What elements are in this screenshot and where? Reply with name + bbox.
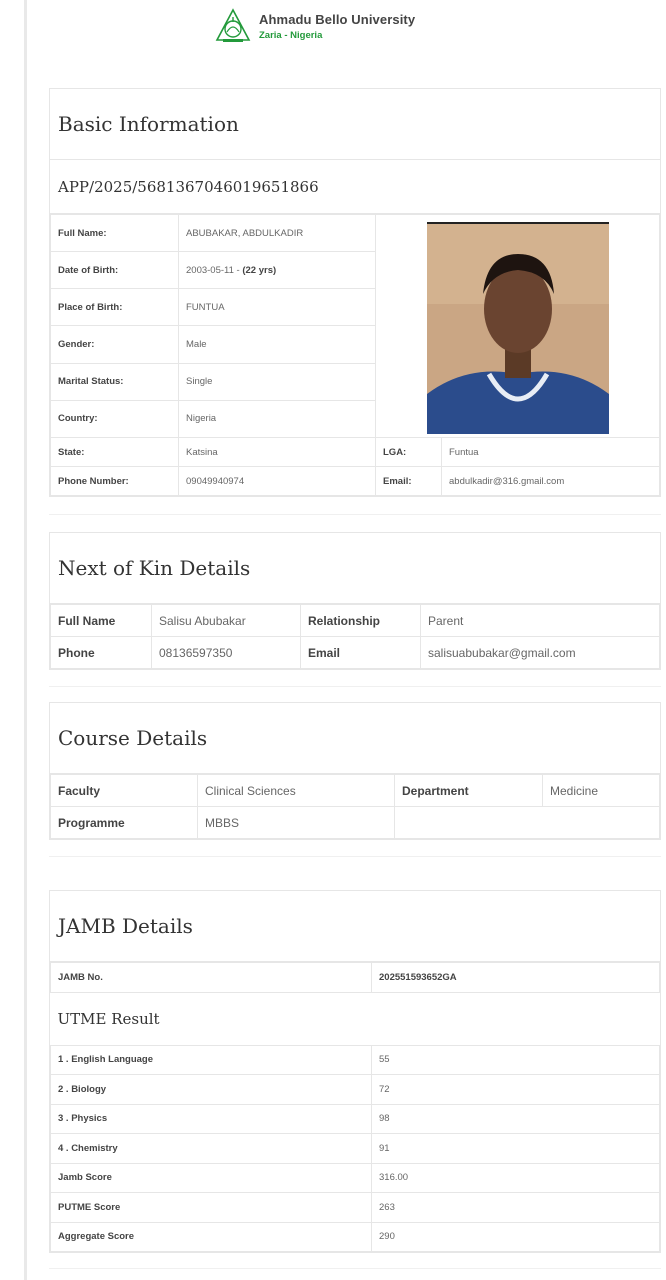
table-row <box>51 1193 660 1223</box>
course-details-table <box>50 774 660 839</box>
result-value: 290 <box>372 1222 660 1252</box>
kin-phone-label: Phone <box>51 637 152 669</box>
faculty-label: Faculty <box>51 775 198 807</box>
phone-label: Phone Number: <box>51 467 179 496</box>
result-label: Jamb Score <box>51 1163 372 1193</box>
basic-information-table <box>50 214 660 496</box>
utme-result-title: UTME Result <box>51 992 660 1045</box>
lga-value: Funtua <box>442 438 660 467</box>
left-border <box>24 0 27 1280</box>
result-label: 3 . Physics <box>51 1104 372 1134</box>
pob-label: Place of Birth: <box>51 289 179 326</box>
next-of-kin-title: Next of Kin Details <box>50 533 660 604</box>
table-row <box>51 1222 660 1252</box>
result-value: 316.00 <box>372 1163 660 1193</box>
application-id: APP/2025/5681367046019651866 <box>50 160 660 214</box>
table-row <box>51 438 660 467</box>
empty-cell <box>395 807 660 839</box>
kin-relationship-value: Parent <box>421 605 660 637</box>
email-value: abdulkadir@316.gmail.com <box>442 467 660 496</box>
course-details-card <box>49 702 661 840</box>
result-value: 91 <box>372 1134 660 1164</box>
dob-label: Date of Birth: <box>51 252 179 289</box>
programme-label: Programme <box>51 807 198 839</box>
marital-status-value: Single <box>179 363 376 400</box>
next-of-kin-table <box>50 604 660 669</box>
kin-full-name-label: Full Name <box>51 605 152 637</box>
jamb-details-table <box>50 962 660 1252</box>
jamb-no-label: JAMB No. <box>51 963 372 993</box>
section-divider <box>49 856 661 857</box>
next-of-kin-card <box>49 532 661 670</box>
table-row <box>51 1163 660 1193</box>
result-label: 1 . English Language <box>51 1045 372 1075</box>
marital-status-label: Marital Status: <box>51 363 179 400</box>
table-row <box>51 215 660 252</box>
table-row <box>51 807 660 839</box>
result-label: PUTME Score <box>51 1193 372 1223</box>
result-value: 98 <box>372 1104 660 1134</box>
section-divider <box>49 514 661 515</box>
university-header <box>215 6 415 46</box>
department-value: Medicine <box>543 775 660 807</box>
programme-value: MBBS <box>198 807 395 839</box>
jamb-details-title: JAMB Details <box>50 891 660 962</box>
applicant-photo <box>427 222 609 434</box>
dob-value <box>179 252 376 289</box>
university-logo-icon <box>215 8 251 44</box>
table-row <box>51 605 660 637</box>
table-row <box>51 1075 660 1105</box>
result-value: 263 <box>372 1193 660 1223</box>
basic-information-card <box>49 88 661 497</box>
age-value: (22 yrs) <box>242 264 277 276</box>
jamb-details-card <box>49 890 661 1253</box>
table-row <box>51 1045 660 1075</box>
gender-value: Male <box>179 326 376 363</box>
lga-label: LGA: <box>376 438 442 467</box>
university-location: Zaria - Nigeria <box>259 29 323 41</box>
photo-cell <box>376 215 660 438</box>
email-label: Email: <box>376 467 442 496</box>
table-row <box>51 1134 660 1164</box>
basic-information-title: Basic Information <box>50 89 660 160</box>
kin-email-label: Email <box>301 637 421 669</box>
state-value: Katsina <box>179 438 376 467</box>
department-label: Department <box>395 775 543 807</box>
country-label: Country: <box>51 400 179 437</box>
result-label: 4 . Chemistry <box>51 1134 372 1164</box>
table-row <box>51 775 660 807</box>
kin-full-name-value: Salisu Abubakar <box>152 605 301 637</box>
result-value: 55 <box>372 1045 660 1075</box>
result-label: Aggregate Score <box>51 1222 372 1252</box>
faculty-value: Clinical Sciences <box>198 775 395 807</box>
section-divider <box>49 1268 661 1269</box>
section-divider <box>49 686 661 687</box>
phone-value: 09049940974 <box>179 467 376 496</box>
dob-date: 2003-05-11 - <box>186 264 243 276</box>
table-row <box>51 1104 660 1134</box>
result-value: 72 <box>372 1075 660 1105</box>
kin-phone-value: 08136597350 <box>152 637 301 669</box>
jamb-no-value: 202551593652GA <box>372 963 660 993</box>
course-details-title: Course Details <box>50 703 660 774</box>
table-row <box>51 637 660 669</box>
kin-relationship-label: Relationship <box>301 605 421 637</box>
university-name: Ahmadu Bello University <box>259 11 416 27</box>
country-value: Nigeria <box>179 400 376 437</box>
table-row <box>51 467 660 496</box>
table-row <box>51 992 660 1045</box>
full-name-label: Full Name: <box>51 215 179 252</box>
kin-email-value: salisuabubakar@gmail.com <box>421 637 660 669</box>
result-label: 2 . Biology <box>51 1075 372 1105</box>
table-row <box>51 963 660 993</box>
gender-label: Gender: <box>51 326 179 363</box>
state-label: State: <box>51 438 179 467</box>
pob-value: FUNTUA <box>179 289 376 326</box>
full-name-value: ABUBAKAR, ABDULKADIR <box>179 215 376 252</box>
